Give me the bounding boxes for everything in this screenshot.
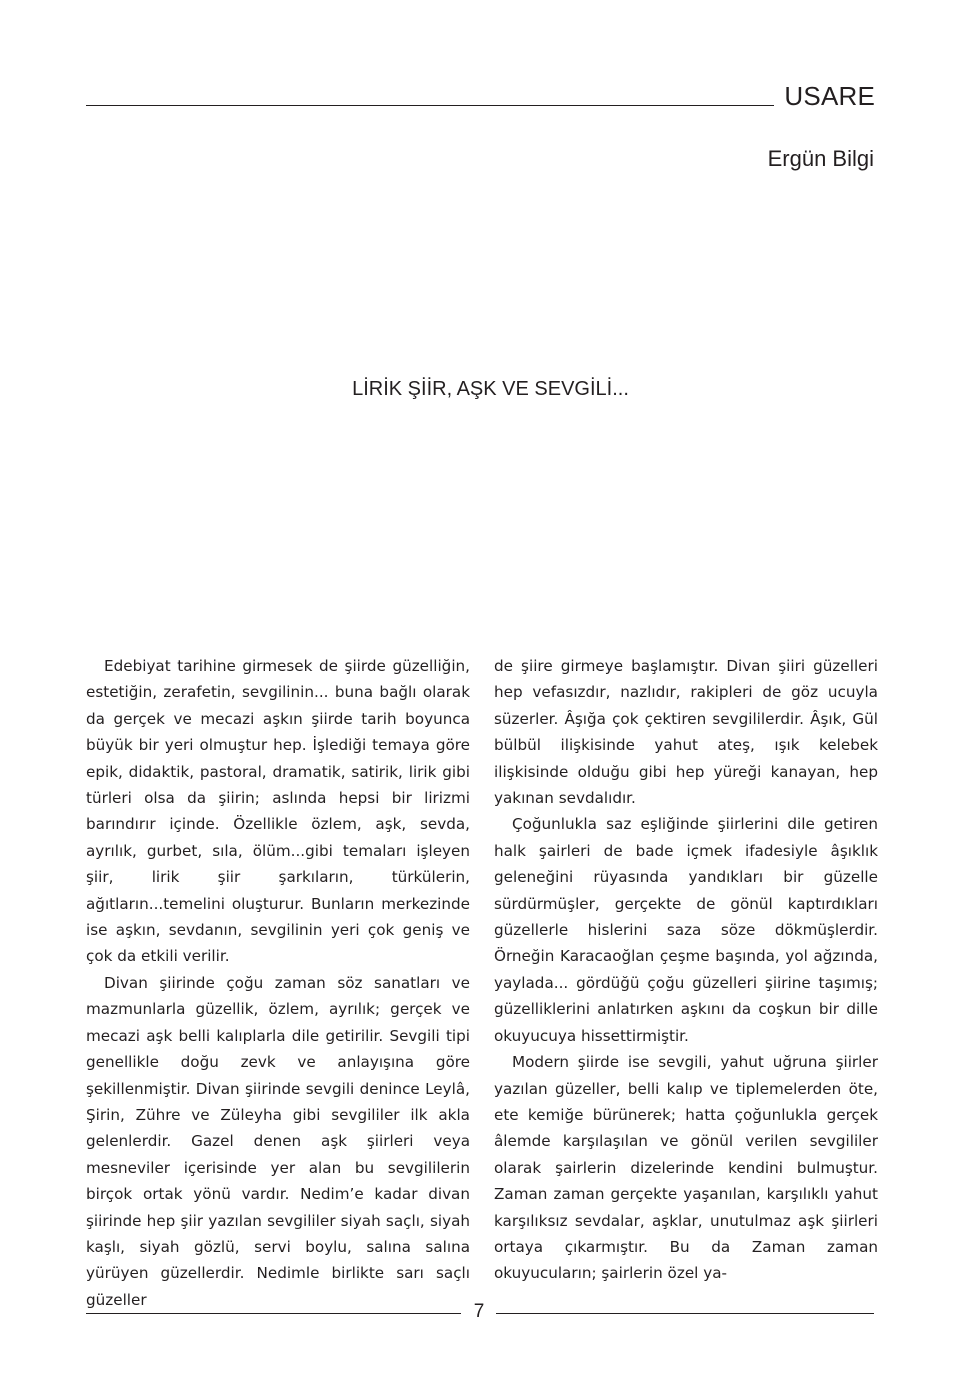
page-number: 7 xyxy=(473,1301,485,1322)
paragraph: Modern şiirde ise sevgili, yahut uğruna şiirler yazılan güzeller, belli kalıp ve tiplemelerden öte, ete kemiğe bürünerek; hatta çoğunlukla gerçek âlemde karşılaşılan ve gönül verilen sevgililer olarak şairlerin dizelerinde kendini bulmuştur. Zaman zaman gerçekte yaşanılan, karşılıklı yahut karşılıksız sevdalar, aşklar, unutulmaz aşk şiirleri ortaya çıkarmıştır. Bu da Zaman zaman okuyucuların; şairlerin özel ya- xyxy=(494,1053,878,1283)
header-rule xyxy=(86,105,774,106)
paragraph-continuation: de şiire girmeye başlamıştır. Divan şiiri güzelleri hep vefasızdır, nazlıdır, rakipleri de göz ucuyla süzerler. Âşığa çok çektiren sevgililerdir. Âşık, Gül bülbül ilişkisinde yahut ateş, ışık kelebek ilişkisinde olduğu gibi hep yüreği kanayan, hep yakınan sevdalıdır. xyxy=(494,657,878,808)
left-column xyxy=(86,653,470,1313)
right-column xyxy=(494,653,878,1287)
footer-rule-right xyxy=(496,1313,874,1314)
article-title: LİRİK ŞİİR, AŞK VE SEVGİLİ... xyxy=(352,378,629,401)
journal-name: USARE xyxy=(784,81,875,111)
author-name: Ergün Bilgi xyxy=(767,146,874,171)
paragraph: Çoğunlukla saz eşliğinde şiirlerini dile getiren halk şairleri de bade içmek ifadesiyle âşıklık geleneğini rüyasında yandıkları bir güzelle sürdürmüşler, gerçekte de gönül kaptırdıkları güzellerle hislerini saza söze dökmüşlerdir. Örneğin Karacaoğlan çeşme başında, yol ağzında, yaylada... gördüğü çoğu güzelleri şiirine taşımış; güzelliklerini anlatırken aşkını da coşkun bir dille okuyucuya hissettirmiştir. xyxy=(494,815,878,1045)
paragraph: Divan şiirinde çoğu zaman söz sanatları ve mazmunlarla güzellik, özlem, ayrılık; gerçek ve mecazi aşk belli kalıplarla dile getirilir. Sevgili tipi genellikle doğu zevk ve anlayışına göre şekillenmiştir. Divan şiirinde sevgili denince Leylâ, Şirin, Zühre ve Züleyha gibi sevgililer ilk akla gelenlerdir. Gazel denen aşk şiirleri veya mesneviler içerisinde yer alan bu sevgililerin birçok ortak yönü vardır. Nedim’e kadar divan şiirinde hep şiir yazılan sevgililer siyah saçlı, siyah kaşlı, siyah gözlü, servi boylu, salına salına yürüyen güzellerdir. Nedimle birlikte sarı saçlı güzeller xyxy=(86,973,470,1309)
paragraph: Edebiyat tarihine girmesek de şiirde güzelliğin, estetiğin, zerafetin, sevgilinin... buna bağlı olarak da gerçek ve mecazi aşkın şiirde tarih boyunca büyük bir yeri olmuştur hep. İşlediği temaya göre epik, didaktik, pastoral, dramatik, satirik, lirik gibi türleri olsa da şiirin; aslında hepsi bir lirizmi barındırır içinde. Özellikle özlem, aşk, sevda, ayrılık, gurbet, sıla, ölüm...gibi temaları işleyen şiir, lirik şiir şarkıların, türkülerin, ağıtların...temelini oluşturur. Bunların merkezinde ise aşkın, sevdanın, sevgilinin yeri çok geniş ve çok da etkili verilir. xyxy=(86,657,470,966)
footer-rule-left xyxy=(86,1313,461,1314)
